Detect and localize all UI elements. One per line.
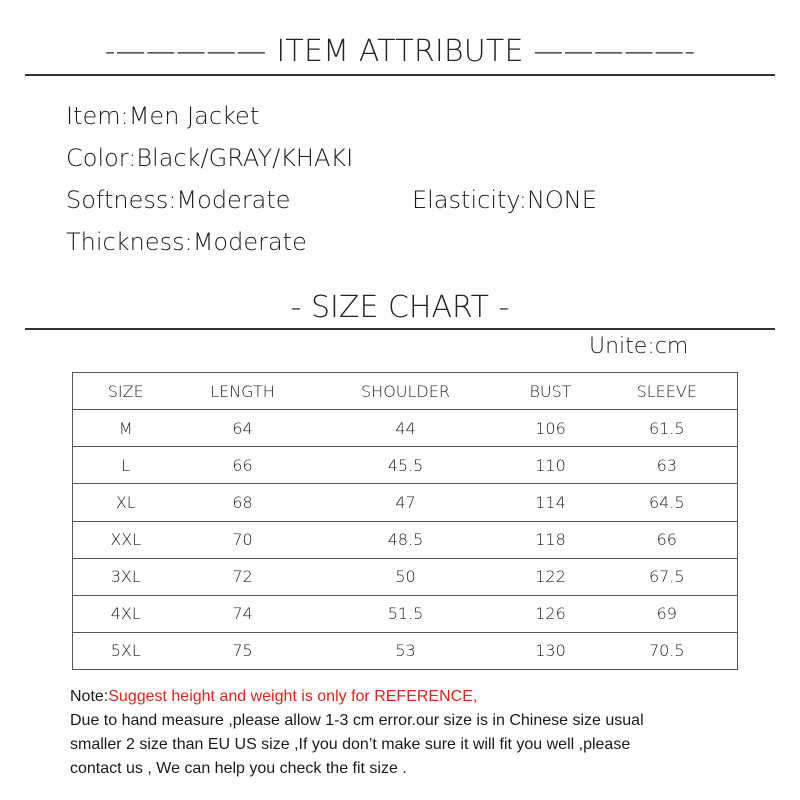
cell-length: 64 <box>179 410 307 447</box>
item-color: Color:Black/GRAY/KHAKI <box>66 144 354 172</box>
note-block <box>70 685 770 781</box>
header-sleeve: SLEEVE <box>597 373 738 410</box>
cell-length: 66 <box>179 447 307 484</box>
header-shoulder: SHOULDER <box>307 373 505 410</box>
note-label: Note: <box>70 688 109 705</box>
cell-size: M <box>73 410 179 447</box>
cell-size: L <box>73 447 179 484</box>
note-highlight: Suggest height and weight is only for REFERENCE, <box>108 688 478 705</box>
cell-bust: 114 <box>505 484 597 521</box>
cell-size: 5XL <box>73 632 179 669</box>
cell-sleeve: 67.5 <box>597 558 738 595</box>
cell-bust: 106 <box>505 410 597 447</box>
header-length: LENGTH <box>179 373 307 410</box>
table-row <box>73 632 738 669</box>
cell-size: XXL <box>73 521 179 558</box>
size-chart-heading: - SIZE CHART - <box>290 290 510 325</box>
note-line-2: smaller 2 size than EU US size ,If you don’t make sure it will fit you well ,please <box>70 736 631 753</box>
item-thickness: Thickness:Moderate <box>66 228 307 256</box>
cell-shoulder: 45.5 <box>307 447 505 484</box>
cell-sleeve: 63 <box>597 447 738 484</box>
item-attribute-heading: -————— ITEM ATTRIBUTE —————- <box>104 34 696 69</box>
cell-shoulder: 44 <box>307 410 505 447</box>
cell-size: 4XL <box>73 595 179 632</box>
cell-shoulder: 53 <box>307 632 505 669</box>
cell-length: 68 <box>179 484 307 521</box>
table-header-row <box>73 373 738 410</box>
cell-shoulder: 51.5 <box>307 595 505 632</box>
table-row <box>73 558 738 595</box>
note-line-1: Due to hand measure ,please allow 1-3 cm error.our size is in Chinese size usual <box>70 712 644 729</box>
cell-size: 3XL <box>73 558 179 595</box>
cell-bust: 130 <box>505 632 597 669</box>
cell-sleeve: 69 <box>597 595 738 632</box>
note-line-3: contact us , We can help you check the fit size . <box>70 760 407 777</box>
item-softness: Softness:Moderate <box>66 186 291 214</box>
cell-bust: 118 <box>505 521 597 558</box>
item-name: Item:Men Jacket <box>66 102 260 130</box>
header-bust: BUST <box>505 373 597 410</box>
table-row <box>73 410 738 447</box>
cell-shoulder: 47 <box>307 484 505 521</box>
cell-bust: 126 <box>505 595 597 632</box>
table-row <box>73 595 738 632</box>
table-row <box>73 521 738 558</box>
cell-bust: 122 <box>505 558 597 595</box>
table-row <box>73 447 738 484</box>
cell-sleeve: 64.5 <box>597 484 738 521</box>
cell-bust: 110 <box>505 447 597 484</box>
header-size: SIZE <box>73 373 179 410</box>
size-table <box>72 372 738 670</box>
cell-shoulder: 50 <box>307 558 505 595</box>
cell-sleeve: 70.5 <box>597 632 738 669</box>
size-chart-divider <box>25 328 775 330</box>
cell-size: XL <box>73 484 179 521</box>
item-elasticity: Elasticity:NONE <box>412 186 597 214</box>
cell-length: 72 <box>179 558 307 595</box>
table-row <box>73 484 738 521</box>
cell-sleeve: 61.5 <box>597 410 738 447</box>
cell-length: 74 <box>179 595 307 632</box>
cell-length: 75 <box>179 632 307 669</box>
item-attribute-divider <box>25 74 775 76</box>
size-unit: Unite:cm <box>589 334 689 359</box>
cell-shoulder: 48.5 <box>307 521 505 558</box>
cell-length: 70 <box>179 521 307 558</box>
note-line-0 <box>70 685 770 709</box>
cell-sleeve: 66 <box>597 521 738 558</box>
